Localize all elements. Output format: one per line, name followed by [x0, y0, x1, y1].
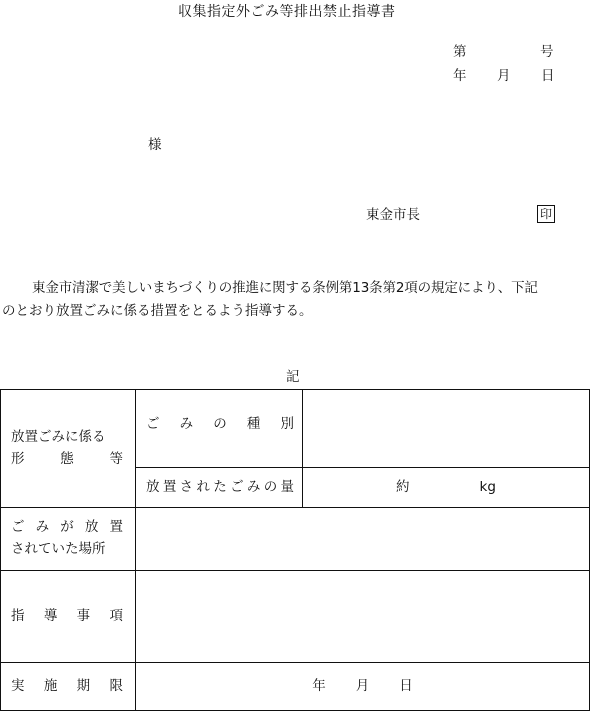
- place-label-cell: [1, 508, 136, 571]
- form-label-line1: 放置ごみに係る: [11, 428, 106, 445]
- amount-value: [303, 477, 589, 499]
- amount-unit: kg: [479, 478, 496, 495]
- deadline-label: 実 施 期 限: [11, 677, 123, 694]
- body-line-1: 東金市清潔で美しいまちづくりの推進に関する条例第13条第2項の規定により、下記: [32, 280, 538, 296]
- guidance-value-cell[interactable]: [136, 571, 590, 663]
- deadline-year: 年: [312, 677, 326, 694]
- form-label-cell: [1, 390, 136, 508]
- body-paragraph: [2, 277, 588, 323]
- place-label-line2: されていた場所: [11, 541, 106, 557]
- number-prefix: 第: [453, 44, 467, 60]
- deadline-month: 月: [355, 677, 370, 694]
- place-label-line1: ご み が 放 置: [11, 519, 123, 536]
- detail-table: [0, 389, 590, 711]
- amount-prefix: 約: [396, 478, 410, 495]
- amount-label-cell: [136, 468, 303, 508]
- guidance-label: 指 導 事 項: [11, 607, 123, 624]
- date-month: 月: [497, 68, 511, 84]
- amount-value-cell[interactable]: [303, 468, 590, 508]
- seal-mark: 印: [537, 205, 555, 223]
- number-suffix: 号: [540, 44, 554, 60]
- deadline-label-cell: [1, 663, 136, 711]
- date-day: 日: [541, 68, 555, 84]
- document-title: 収集指定外ごみ等排出禁止指導書: [178, 4, 396, 20]
- deadline-value-cell[interactable]: [136, 663, 590, 711]
- date-year: 年: [453, 68, 467, 84]
- type-label: ご み の 種 別: [146, 416, 294, 432]
- deadline-date: [136, 676, 589, 698]
- deadline-day: 日: [399, 677, 413, 694]
- issuer-name: 東金市長: [366, 207, 420, 223]
- ki-heading: 記: [286, 369, 300, 385]
- body-line-2: のとおり放置ごみに係る措置をとるよう指導する。: [2, 303, 313, 319]
- place-value-cell[interactable]: [136, 508, 590, 571]
- addressee-suffix: 様: [148, 137, 162, 153]
- amount-label: 放 置 さ れ た ご み の 量: [146, 478, 294, 495]
- type-label-cell: [136, 390, 303, 468]
- guidance-label-cell: [1, 571, 136, 663]
- form-label-line2: 形 態 等: [11, 450, 123, 467]
- type-value-cell[interactable]: [303, 390, 590, 468]
